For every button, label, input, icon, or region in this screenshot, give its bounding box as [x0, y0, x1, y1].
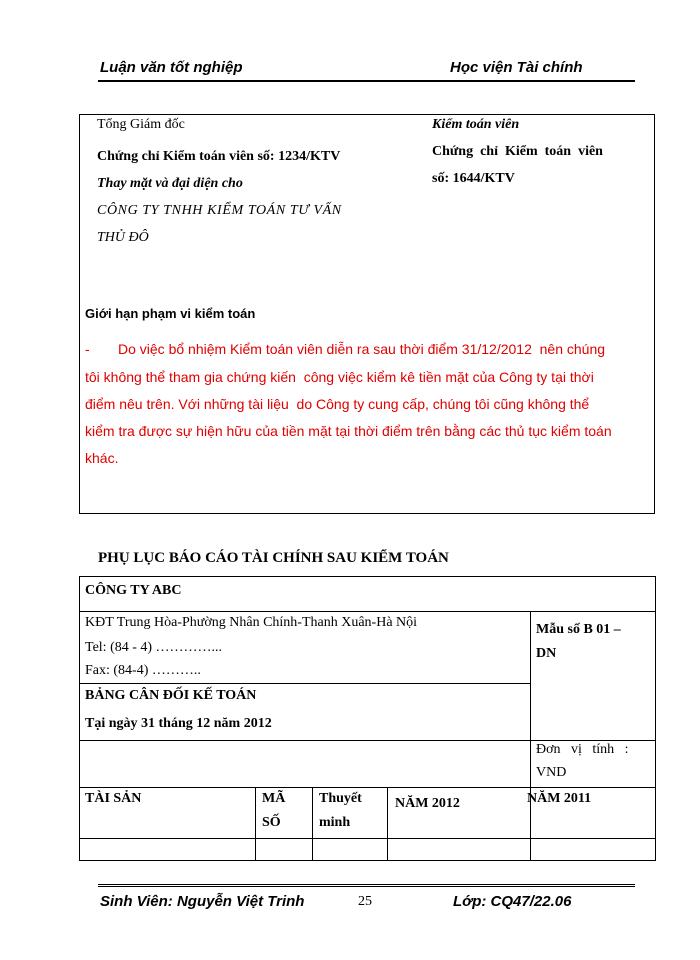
scope-bullet: - [85, 341, 90, 357]
scope-paragraph-line: điểm nêu trên. Với những tài liệu do Công ty cung cấp, chúng tôi cũng không thể [85, 396, 590, 412]
column-header-note-line1: Thuyết [319, 791, 362, 806]
column-header-code-line1: MÃ [262, 791, 286, 806]
company-address: KĐT Trung Hòa-Phường Nhân Chính-Thanh Xuân-Hà Nội [85, 615, 418, 630]
column-header-year-2011: NĂM 2011 [527, 791, 592, 806]
column-header-code-line2: SỐ [262, 815, 281, 830]
on-behalf-label: Thay mặt và đại diện cho [97, 176, 243, 191]
unit-label-line1: Đơn vị tính : [536, 742, 629, 757]
footer-page-number: 25 [358, 894, 372, 909]
auditor-title: Kiểm toán viên [432, 117, 520, 132]
footer-class: Lớp: CQ47/22.06 [453, 893, 572, 910]
column-header-note-line2: minh [319, 815, 351, 830]
balance-sheet-date: Tại ngày 31 tháng 12 năm 2012 [85, 716, 272, 731]
company-name: CÔNG TY ABC [85, 583, 182, 598]
scope-paragraph-line: tôi không thể tham gia chứng kiến công việc kiểm kê tiền mặt của Công ty tại thời [85, 369, 594, 385]
director-title: Tổng Giám đốc [97, 117, 185, 132]
scope-paragraph-line: kiểm tra được sự hiện hữu của tiền mặt tại thời điểm trên bằng các thủ tục kiểm toán [85, 423, 612, 439]
balance-sheet-title: BẢNG CÂN ĐỐI KẾ TOÁN [85, 688, 257, 703]
form-number-line1: Mẫu số B 01 – [536, 622, 621, 637]
scope-paragraph-line: khác. [85, 450, 119, 466]
header-institution-label: Học viện Tài chính [450, 59, 583, 76]
audit-company-name-line2: THỦ ĐÔ [97, 230, 149, 245]
column-header-assets: TÀI SẢN [85, 791, 142, 806]
form-number-line2: DN [536, 646, 557, 661]
company-tel: Tel: (84 - 4) …………... [85, 640, 223, 655]
unit-label-line2: VND [536, 765, 567, 780]
auditor-certificate-line2: số: 1644/KTV [432, 171, 515, 186]
director-certificate: Chứng chỉ Kiểm toán viên số: 1234/KTV [97, 149, 341, 164]
footer-student: Sinh Viên: Nguyễn Việt Trinh [100, 893, 305, 910]
header-thesis-label: Luận văn tốt nghiệp [100, 59, 243, 76]
column-header-year-2012: NĂM 2012 [395, 796, 460, 811]
scope-heading: Giới hạn phạm vi kiểm toán [85, 306, 256, 321]
appendix-title: PHỤ LỤC BÁO CÁO TÀI CHÍNH SAU KIỂM TOÁN [98, 550, 449, 566]
footer-rule [98, 884, 635, 887]
audit-company-name-line1: CÔNG TY TNHH KIỂM TOÁN TƯ VẤN [97, 203, 342, 218]
company-fax: Fax: (84-4) ……….. [85, 663, 201, 678]
header-rule [98, 80, 635, 82]
auditor-certificate-line1: Chứng chỉ Kiểm toán viên [432, 144, 603, 159]
scope-paragraph-line: Do việc bổ nhiệm Kiểm toán viên diễn ra sau thời điểm 31/12/2012 nên chúng [118, 341, 606, 357]
